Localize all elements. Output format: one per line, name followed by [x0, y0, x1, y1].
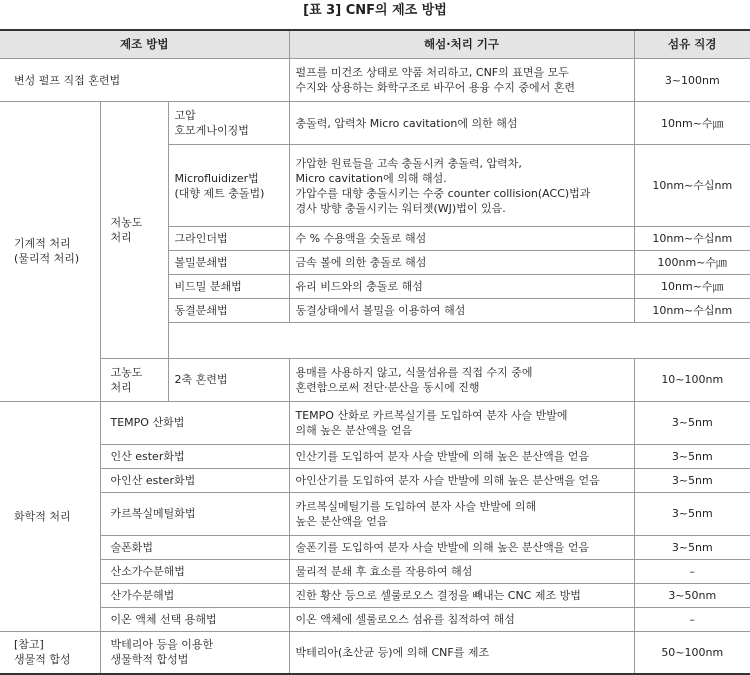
method-cell: 인산 ester화법: [100, 444, 289, 468]
method-cell: 산소가수분해법: [100, 559, 289, 583]
table-row: [0, 102, 750, 145]
table-row: [0, 559, 750, 583]
table-row: [0, 358, 750, 401]
diameter-cell: 3~5nm: [634, 492, 750, 535]
mechanism-cell: 술폰기를 도입하여 분자 사슬 반발에 의해 높은 분산액을 얻음: [289, 535, 634, 559]
table-row: [0, 631, 750, 674]
table-row: [0, 468, 750, 492]
diameter-cell: 3~5nm: [634, 401, 750, 444]
table-row: [0, 59, 750, 102]
diameter-cell: 10nm~수㎛: [634, 102, 750, 145]
method-cell: 산가수분해법: [100, 583, 289, 607]
diameter-cell: 10~100nm: [634, 358, 750, 401]
mechanism-cell: TEMPO 산화로 카르복실기를 도입하여 분자 사슬 반발에 의해 높은 분산액을 얻음: [289, 401, 634, 444]
mechanism-cell: 유리 비드와의 충돌로 해섬: [289, 275, 634, 299]
category-mechanical: 기계적 처리 (물리적 처리): [0, 102, 100, 402]
table-row: [0, 401, 750, 444]
method-cell: 박테리아 등을 이용한 생물학적 합성법: [100, 631, 289, 674]
table-row: [0, 492, 750, 535]
method-cell: Microfluidizer법 (대향 제트 충돌법): [168, 145, 289, 227]
mechanism-cell: 동결상태에서 볼밀을 이용하여 해섬: [289, 299, 634, 323]
mechanism-cell: 물리적 분쇄 후 효소를 작용하여 해섬: [289, 559, 634, 583]
diameter-cell: 3~5nm: [634, 468, 750, 492]
diameter-cell: –: [634, 559, 750, 583]
diameter-cell: 10nm~수㎛: [634, 275, 750, 299]
diameter-cell: 10nm~수십nm: [634, 227, 750, 251]
diameter-cell: 50~100nm: [634, 631, 750, 674]
header-mechanism: 해섬·처리 기구: [289, 30, 634, 59]
diameter-cell: 3~100nm: [634, 59, 750, 102]
diameter-cell: 100nm~수㎛: [634, 251, 750, 275]
mechanism-cell: 이온 액체에 셀룰로오스 섬유를 침적하여 해섬: [289, 607, 634, 631]
mechanism-cell: 수 % 수용액을 숫돌로 해섬: [289, 227, 634, 251]
mechanism-cell: 박테리아(초산균 등)에 의해 CNF를 제조: [289, 631, 634, 674]
header-row: [0, 30, 750, 59]
method-cell: 술폰화법: [100, 535, 289, 559]
diameter-cell: 3~5nm: [634, 535, 750, 559]
mechanism-cell: 충돌력, 압력차 Micro cavitation에 의한 해섬: [289, 102, 634, 145]
method-cell: 동결분쇄법: [168, 299, 289, 323]
table-row: [0, 444, 750, 468]
method-cell: 2축 혼련법: [168, 358, 289, 401]
diameter-cell: –: [634, 607, 750, 631]
table-row: [0, 607, 750, 631]
method-cell: 변성 펄프 직접 혼련법: [0, 59, 289, 102]
diameter-cell: 10nm~수십nm: [634, 299, 750, 323]
mechanism-cell: 아인산기를 도입하여 분자 사슬 반발에 의해 높은 분산액을 얻음: [289, 468, 634, 492]
mechanism-cell: 펄프를 미건조 상태로 약품 처리하고, CNF의 표면을 모두 수지와 상용하는 화학구조로 바꾸어 용융 수지 중에서 혼련: [289, 59, 634, 102]
mechanism-cell: 진한 황산 등으로 셀룰로오스 결정을 빼내는 CNC 제조 방법: [289, 583, 634, 607]
table-row: [0, 583, 750, 607]
method-cell: TEMPO 산화법: [100, 401, 289, 444]
method-cell: 볼밀분쇄법: [168, 251, 289, 275]
table-caption: [표 3] CNF의 제조 방법: [303, 3, 447, 18]
subcategory-high-concentration: 고농도 처리: [100, 358, 168, 401]
method-cell: 비드밀 분쇄법: [168, 275, 289, 299]
diameter-cell: 3~5nm: [634, 444, 750, 468]
table-row: [0, 535, 750, 559]
header-diameter: 섬유 직경: [634, 30, 750, 59]
method-cell: 이온 액체 선택 용해법: [100, 607, 289, 631]
category-chemical: 화학적 처리: [0, 401, 100, 631]
mechanism-cell: 카르복실메틸기를 도입하여 분자 사슬 반발에 의해 높은 분산액을 얻음: [289, 492, 634, 535]
mechanism-cell: 용매를 사용하지 않고, 식물섬유를 직접 수지 중에 혼련함으로써 전단·분산을 동시에 진행: [289, 358, 634, 401]
mechanism-cell: 인산기를 도입하여 분자 사슬 반발에 의해 높은 분산액을 얻음: [289, 444, 634, 468]
mechanism-cell: 가압한 원료들을 고속 충돌시켜 충돌력, 압력차, Micro cavitation에 의해 해섬. 가압수를 대향 충돌시키는 수중 counter collision(ACC)법과 경사 방향 충돌시키는 워터젯(WJ)법이 있음.: [289, 145, 634, 227]
method-cell: 고압 호모게나이징법: [168, 102, 289, 145]
header-method: 제조 방법: [0, 30, 289, 59]
cnf-manufacturing-table: [0, 29, 750, 675]
method-cell: 아인산 ester화법: [100, 468, 289, 492]
subcategory-low-concentration: 저농도 처리: [100, 102, 168, 359]
mechanism-cell: 금속 볼에 의한 충돌로 해섬: [289, 251, 634, 275]
diameter-cell: 10nm~수십nm: [634, 145, 750, 227]
method-cell: 카르복실메틸화법: [100, 492, 289, 535]
category-biological: [참고] 생물적 합성: [0, 631, 100, 674]
method-cell: 그라인더법: [168, 227, 289, 251]
diameter-cell: 3~50nm: [634, 583, 750, 607]
